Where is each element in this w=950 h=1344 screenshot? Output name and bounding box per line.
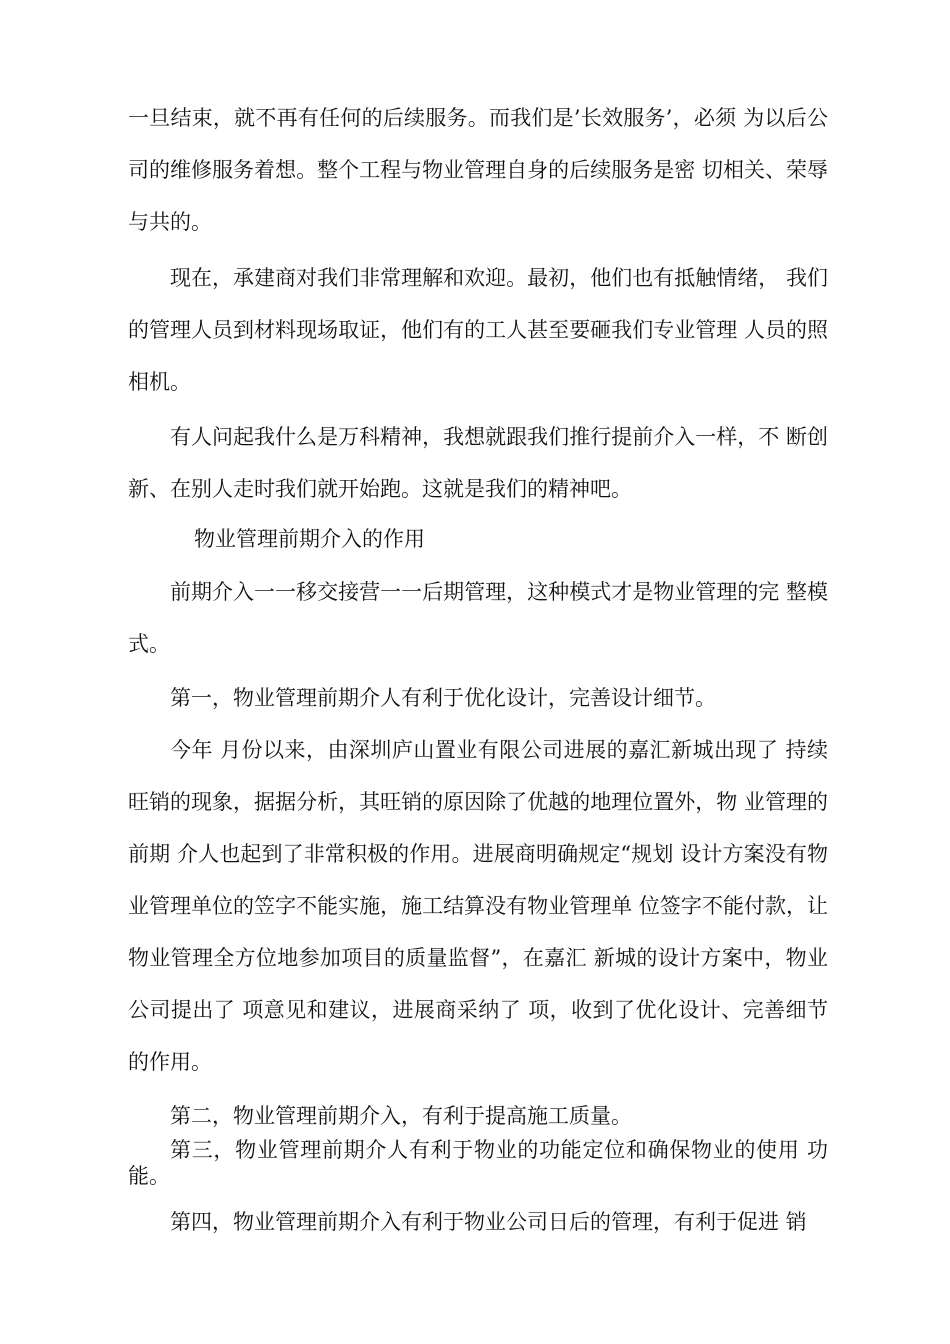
paragraph-first-point: 第一，物业管理前期介人有利于优化设计，完善设计细节。 <box>170 686 716 710</box>
paragraph-contractor: 现在，承建商对我们非常理解和欢迎。最初，他们也有抵触情绪， 我们的管理人员到材料现场取证，他们有的工人甚至要砸我们专业管理 人员的照相机。 <box>128 266 828 394</box>
paragraph-third-point: 第三，物业管理前期介人有利于物业的功能定位和确保物业的使用 功能。 <box>128 1138 828 1188</box>
paragraph-model: 前期介入一一移交接营一一后期管理，这种模式才是物业管理的完 整模式。 <box>128 580 828 656</box>
paragraph-second-point: 第二，物业管理前期介入，有利于提高施工质量。 <box>170 1104 632 1128</box>
paragraph-after-service: 一旦结束，就不再有任何的后续服务。而我们是’长效服务’，必须 为以后公司的维修服务着想。整个工程与物业管理自身的后续服务是密 切相关、荣辱与共的。 <box>128 106 828 234</box>
section-heading: 物业管理前期介入的作用 <box>194 527 425 551</box>
paragraph-case-study: 今年 月份以来，由深圳庐山置业有限公司进展的嘉汇新城出现了 持续旺销的现象，据据分析，其旺销的原因除了优越的地理位置外，物 业管理的前期 介人也起到了非常积极的作用。进展商明确规定“规划 设计方案没有物业管理单位的笠字不能实施，施工结算没有物业管理单 位签字不能付款，让物业管理全方位地参加项目的质量监督”，在嘉汇 新城的设计方案中，物业公司提出了 项意见和建议，进展商采纳了 项，收到了优化设计、完善细节的作用。 <box>128 738 828 1074</box>
paragraph-fourth-point: 第四，物业管理前期介入有利于物业公司日后的管理，有利于促进 销 <box>170 1210 807 1234</box>
paragraph-vanke-spirit: 有人问起我什么是万科精神，我想就跟我们推行提前介入一样，不 断创新、在别人走时我们就开始跑。这就是我们的精神吧。 <box>128 425 828 501</box>
